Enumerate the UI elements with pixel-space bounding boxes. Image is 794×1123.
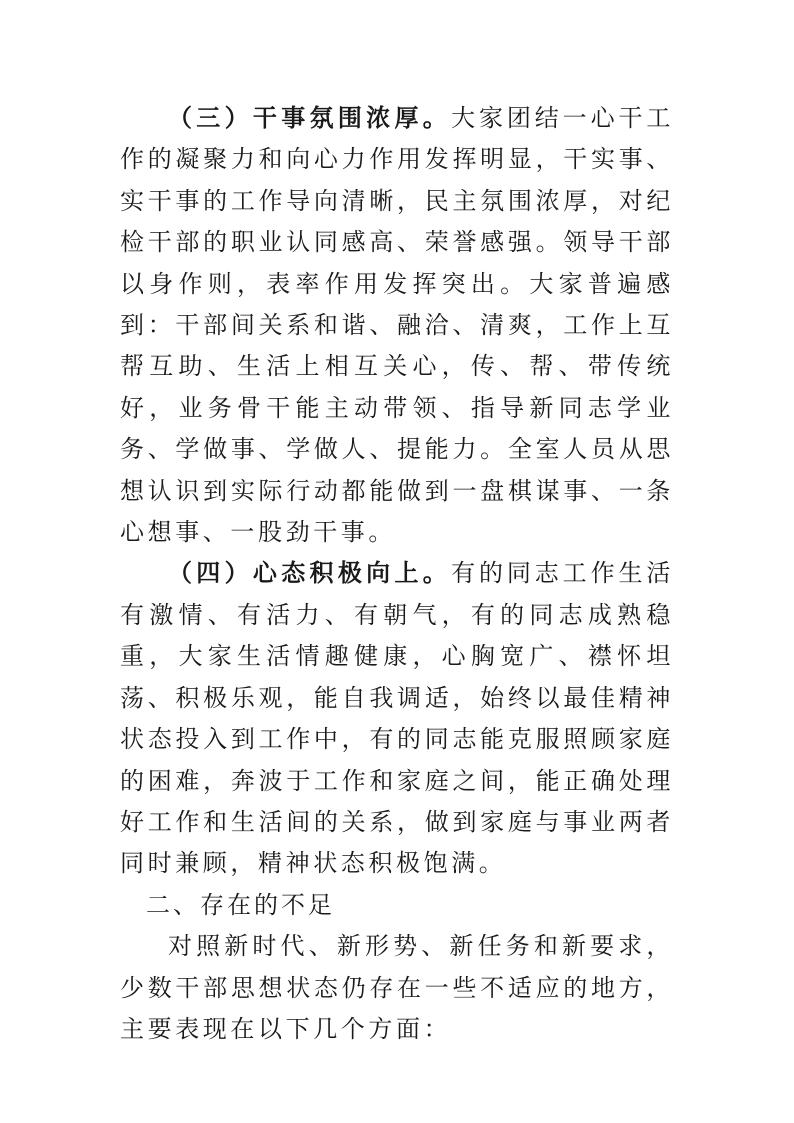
paragraph-body-text: 大家团结一心干工作的凝聚力和向心力作用发挥明显，干实事、实干事的工作导向清晰，民主氛围浓厚，对纪检干部的职业认同感高、荣誉感强。领导干部以身作则，表率作用发挥突出。大家普遍感到：干部间关系和谐、融洽、清爽，工作上互帮互助、生活上相互关心，传、帮、带传统好，业务骨干能主动带领、指导新同志学业务、学做事、学做人、提能力。全室人员从思想认识到实际行动都能做到一盘棋谋事、一条心想事、一股劲干事。 <box>120 104 674 547</box>
paragraph-positive-attitude <box>120 553 674 884</box>
paragraph-body-text: 有的同志工作生活有激情、有活力、有朝气，有的同志成熟稳重，大家生活情趣健康，心胸宽广、襟怀坦荡、积极乐观，能自我调适，始终以最佳精神状态投入到工作中，有的同志能克服照顾家庭的困难，奔波于工作和家庭之间，能正确处理好工作和生活间的关系，做到家庭与事业两者同时兼顾，精神状态积极饱满。 <box>120 559 674 878</box>
paragraph-shortcomings-intro: 对照新时代、新形势、新任务和新要求，少数干部思想状态仍存在一些不适应的地方，主要表现在以下几个方面： <box>120 932 674 1043</box>
section-heading: 二、存在的不足 <box>146 890 335 919</box>
paragraph-team-atmosphere <box>120 98 674 553</box>
document-page <box>120 98 674 1050</box>
paragraph-lead-heading: （四）心态积极向上。 <box>168 559 452 588</box>
paragraph-lead-heading: （三）干事氛围浓厚。 <box>168 104 452 132</box>
